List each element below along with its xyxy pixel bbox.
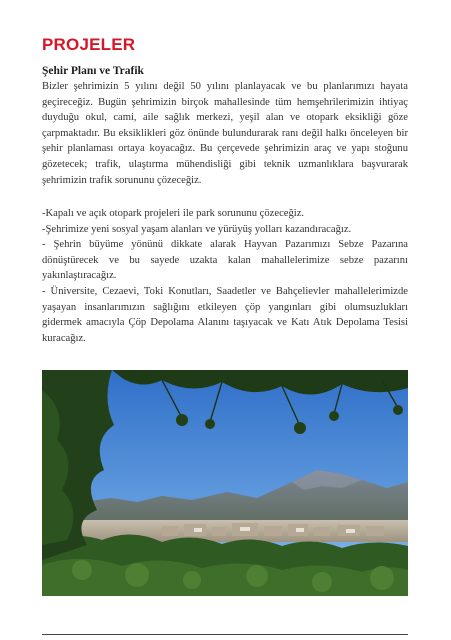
list-item: -Şehrimize yeni sosyal yaşam alanları ve yürüyüş yolları kazandıracağız.: [42, 223, 352, 235]
section-paragraph: Bizler şehrimizin 5 yılını değil 50 yılını planlayacak ve bu planlarımızı hayata geçireceğiz. Bugün şehrimizin birçok mahallesinde tüm hemşehrilerimizin ihtiyaç duyduğu okul, cami, aile sağlık merkezi, yeşil alan ve otopark eksikliği göze çarpmaktadır. Bu eksiklikleri göz önünde bulundurarak ranı değil halkı önceleyen bir şehir planlaması ortaya koyacağız. Bu çerçevede şehrimizin araç ve yapı stoğunu gözetecek; trafik, ulaştırma mühendisliği gibi teknik uzmanlıklara başvurarak şehrimizin trafik sorununu çözeceğiz.: [42, 81, 408, 186]
project-list: [42, 206, 408, 346]
page-title: PROJELER: [42, 35, 136, 54]
city-landscape-photo: [42, 370, 408, 596]
section-heading: Şehir Planı ve Trafik: [42, 65, 144, 77]
list-item: -Kapalı ve açık otopark projeleri ile park sorununu çözeceğiz.: [42, 208, 305, 219]
list-item: - Üniversite, Cezaevi, Toki Konutları, Saadetler ve Bahçelievler mahallelerimizde yaşayan insanlarımızın sağlığını etkileyen çöp yangınları gibi olumsuzlukları gidermek amacıyla Çöp Depolama Alanını taşıyacak ve Katı Atık Depolama Tesisi kuracağız.: [42, 285, 408, 344]
list-item: - Şehrin büyüme yönünü dikkate alarak Hayvan Pazarımızı Sebze Pazarına dönüştürecek ve bu sayede uzakta kalan mahallelerimize sebze pazarını yakınlaştıracağız.: [42, 239, 408, 282]
footer-divider: [42, 634, 408, 635]
